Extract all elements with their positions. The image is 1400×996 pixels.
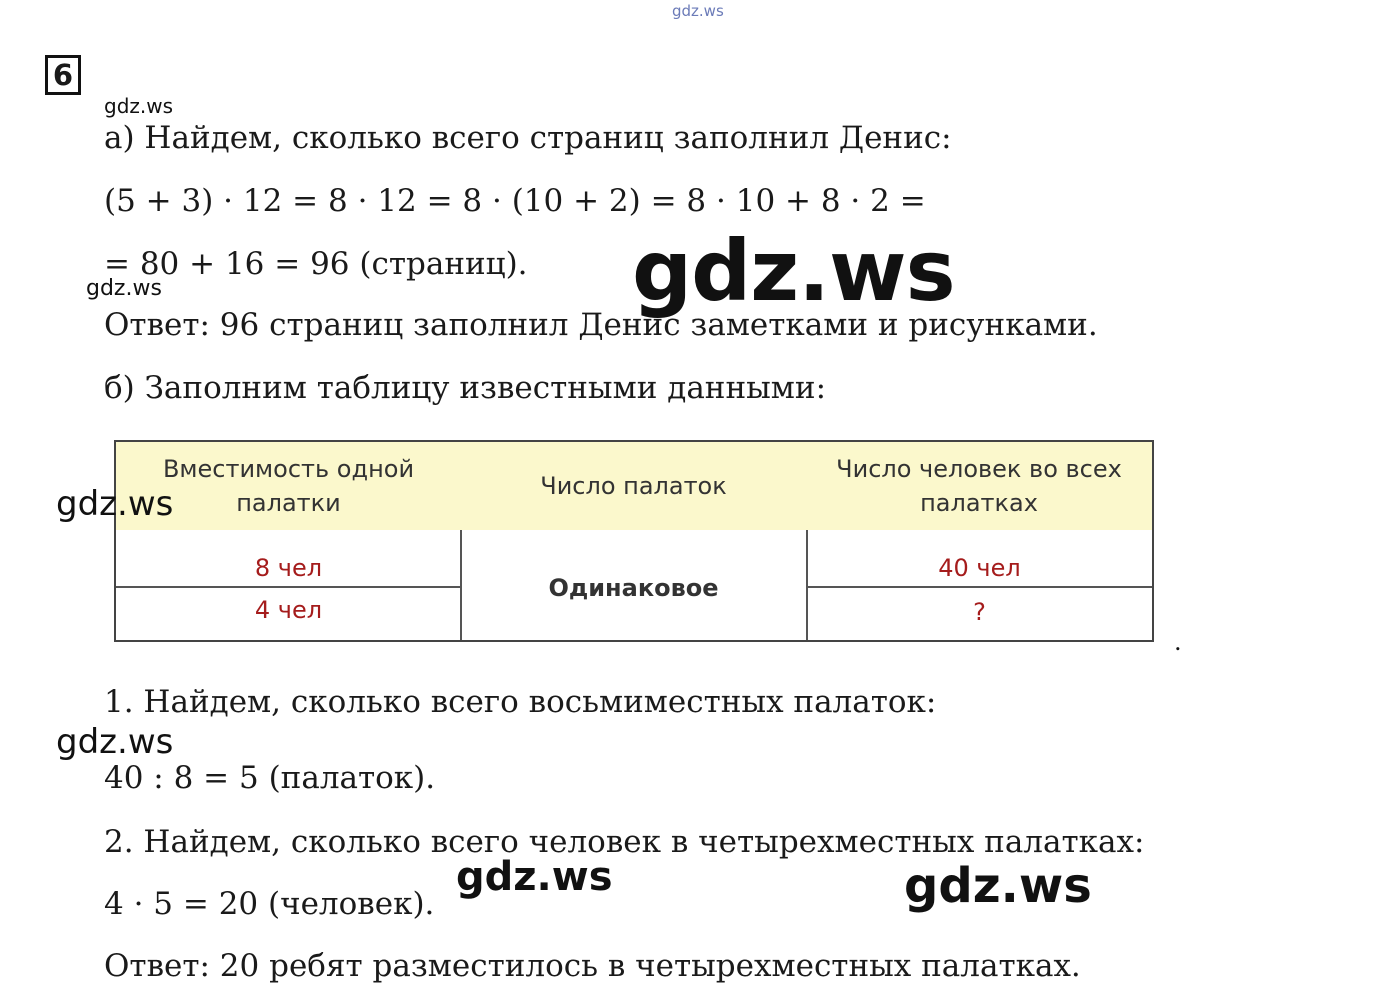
table-header-capacity: Вместимость одной палатки (162, 455, 415, 517)
part-a-calc-1: (5 + 3) · 12 = 8 · 12 = 8 · (10 + 2) = 8 · 10 + 8 · 2 = (104, 183, 926, 219)
watermark-medium: gdz.ws (904, 858, 1092, 914)
trailing-mark: . (1174, 628, 1182, 656)
watermark-small: gdz.ws (56, 722, 174, 762)
part-a-calc-2: = 80 + 16 = 96 (страниц). (104, 246, 528, 282)
table-header-tents: Число палаток (540, 472, 727, 500)
part-b-answer: Ответ: 20 ребят разместилось в четырехместных палатках. (104, 948, 1081, 984)
part-a-answer: Ответ: 96 страниц заполнил Денис заметками и рисунками. (104, 307, 1098, 343)
part-b-step-2-calc: 4 · 5 = 20 (человек). (104, 886, 435, 922)
part-b-step-2: 2. Найдем, сколько всего человек в четырехместных палатках: (104, 824, 1145, 860)
part-b-intro: б) Заполним таблицу известными данными: (104, 370, 827, 406)
table-cell-capacity-row2: 4 чел (254, 596, 323, 624)
part-a-intro: а) Найдем, сколько всего страниц заполнил Денис: (104, 120, 952, 156)
table-header-cell (806, 442, 1152, 530)
table-header-cell (461, 442, 806, 530)
table-divider (116, 586, 461, 588)
watermark-top: gdz.ws (672, 2, 724, 20)
watermark-large: gdz.ws (632, 222, 955, 320)
data-table (114, 440, 1154, 642)
table-header-people: Число человек во всех палатках (836, 455, 1122, 517)
watermark-small: gdz.ws (56, 484, 174, 524)
part-b-step-1-calc: 40 : 8 = 5 (палаток). (104, 760, 436, 796)
watermark-medium: gdz.ws (456, 854, 613, 900)
watermark-small: gdz.ws (104, 94, 174, 118)
table-cell-total-row2: ? (973, 598, 986, 626)
table-cell-total-row1: 40 чел (938, 554, 1021, 582)
table-cell-tents: Одинаковое (548, 574, 719, 602)
task-number-box: 6 (45, 55, 81, 95)
part-b-step-1: 1. Найдем, сколько всего восьмиместных палаток: (104, 684, 937, 720)
table-divider (807, 586, 1152, 588)
watermark-small: gdz.ws (86, 276, 162, 301)
table-cell-capacity-row1: 8 чел (254, 554, 323, 582)
